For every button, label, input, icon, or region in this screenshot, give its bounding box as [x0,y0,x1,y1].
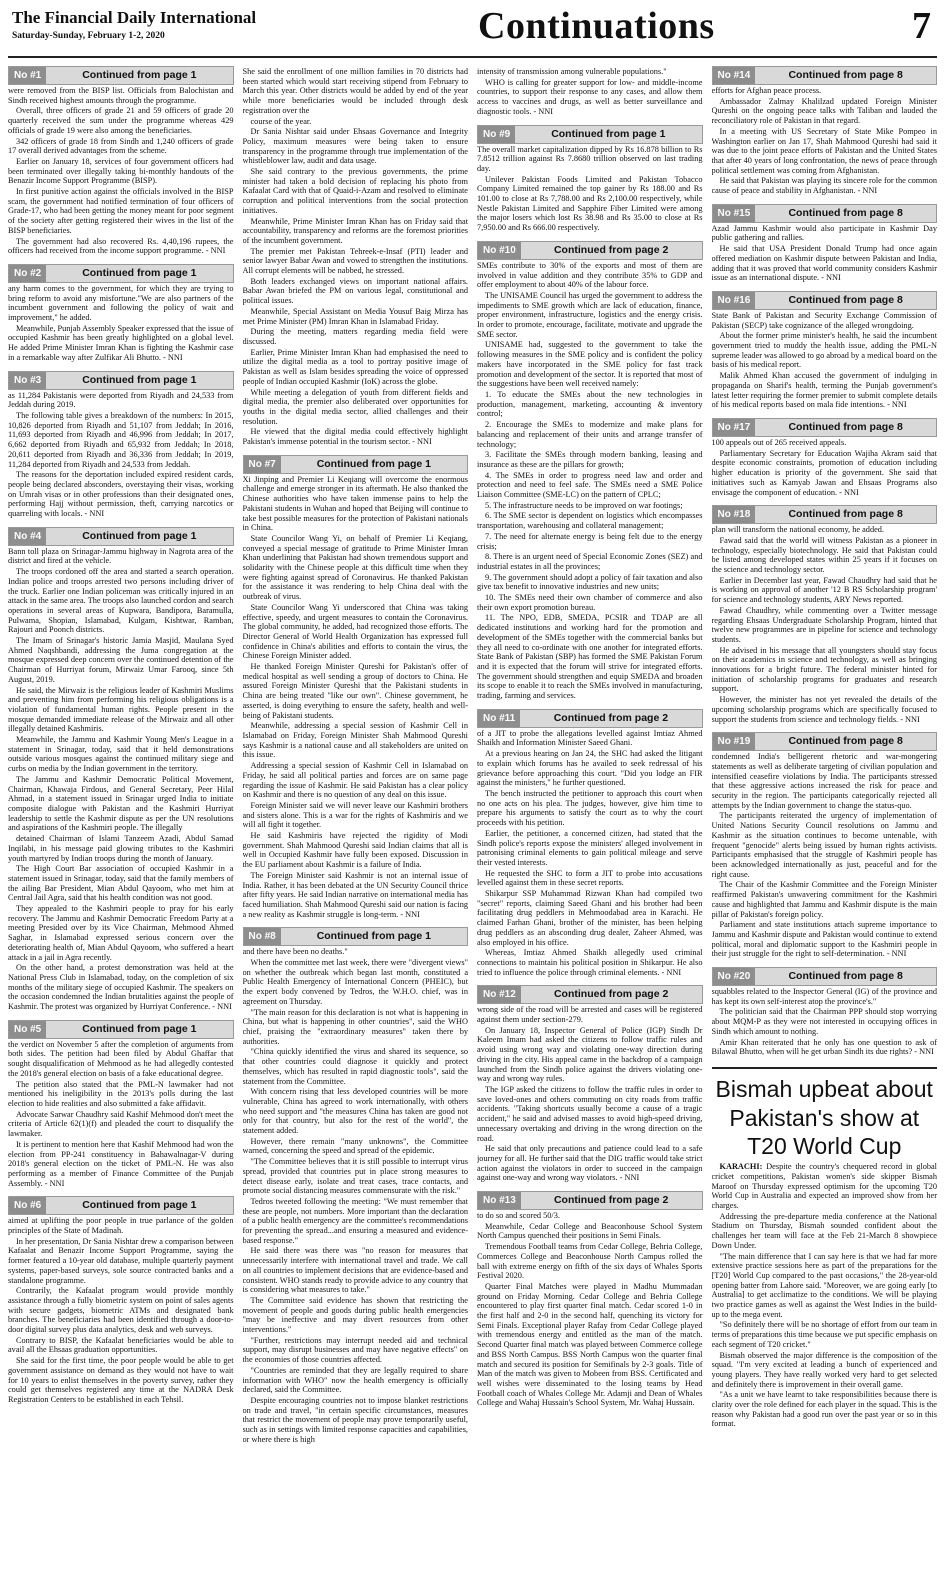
paragraph: Earlier on January 18, services of four government officers had been terminated over illegally taking bi-monthly handouts of the Benazir Income Support Programme (BISP). [8,156,234,186]
story-number: No #15 [713,205,756,222]
story-number: No #8 [244,928,281,945]
column-2 [243,66,469,1581]
paragraph: While meeting a delegation of youth from different fields and digital media, the premier also deliberated over opportunities for youths in the digital media sector, allied challenges and their resolution. [242,387,468,426]
paragraph: The overall market capitalization dipped by Rs 16.878 billion to Rs 7.8512 trillion against Rs 7.8680 trillion observed on last trading day. [477,144,703,173]
paragraph: Earlier in December last year, Fawad Chaudhry had said that he is working on approval of another '12 B RS Scholarship program' for science and technology students, ARY News reported. [711,575,937,605]
paragraph: "Countries are reminded that they are legally required to share information with WHO" now the health emergency is officially declared, said the Committee. [242,1365,468,1395]
paragraph: Contrary to BISP, the Kafaalat beneficiaries would be able to avail all the Ehsaas graduation opportunities. [8,1335,234,1355]
continued-label: Continued from page 1 [316,930,432,943]
story-body [712,438,938,497]
story [477,709,703,978]
paragraph: Fawad said that the world will witness Pakistan as a pioneer in technology, especially biotechnology. He said that Pakistan could be listed among developed states within 25 years if it focuses on the science and technology sector. [711,535,937,575]
paragraph: plan will transform the national economy, he added. [711,525,884,535]
paper-name: The Financial Daily International [12,8,257,27]
paragraph: Meanwhile, Prime Minister Imran Khan has on Friday said that accountability, transparency and reforms are the foremost priorities of the incumbent government. [242,216,468,245]
story [712,505,938,724]
paragraph: She said contrary to the previous governments, the prime minister had taken a bold decision of replacing his photo from Kafaalat Card with that of Quaid-i-Azam and resolved to eliminate corruption and political interventions from the social protection initiatives. [242,167,468,215]
continued-label: Continued from page 1 [551,127,666,140]
continued-label: Continued from page 8 [788,508,903,521]
story [712,291,938,410]
story [477,241,703,701]
paragraph: State Councilor Wang Yi underscored that China was taking effective, speedy, and urgent measures to contain the Coronavirus. The global community, he added, had recognized those efforts. The Director General of World Health Organization has expressed full confidence in China's abilities and efforts to contain the virus, the Chinese Foreign Minister added. [242,602,468,661]
paragraph: He said that USA President Donald Trump had once again offered mediation on Kashmir dispute between Pakistan and India, adding that it was proved that world community considers Kashmir issue as an international dispute. - NNI [711,244,937,283]
continued-label: Continued from page 1 [82,69,197,81]
story [477,1191,703,1408]
paragraph: Unilever Pakistan Foods Limited and Pakistan Tobacco Company Limited remained the top gainer by Rs 188.00 and Rs 101.00 to close at Rs 7,788.00 and Rs 2,100.00 respectively, while Nestle Pakistan Limited and Sapphire Fiber Limited were among the major losers which lost Rs 38.98 and Rs 35.00 to close at Rs 7,950.00 and Rs 666.00 respectively. [477,174,703,233]
paragraph: "Further, restrictions may interrupt needed aid and technical support, may disrupt businesses and may have negative effects" on the economies of those countries affected. [242,1335,468,1365]
paragraph: and there have been no deaths." [242,947,348,957]
continued-label: Continued from page 8 [788,206,903,219]
paragraph: condemned India's belligerent rhetoric and war-mongering statements as well as deliberate targeting of civilian population and intensified ceasefire violations by India. The participants stressed that these aggressive actions increased the risk for peace and security in the region. The participants categorically rejected all attempts by the Indian government to change the status-quo. [711,752,937,810]
paragraph: of a JIT to probe the allegations levelled against Imtiaz Ahmed Shaikh and Information Minister Saeed Ghani. [477,728,703,748]
paragraph: She said for the first time, the poor people would be able to get government assistance on demand as they would not have to wait for 10 years to enlist themselves in the poverty survey, rather they could get themselves registered any time at the NADRA Desk Registration Centers to be established in each Tehsil. [8,1356,234,1404]
story-body [477,145,703,233]
paragraph: She said the enrollment of one million families in 70 districts had been started which would start receiving stipend from February to March this year. Other districts would be added by end of the year while more beneficiaries would be included through desk registration over the [242,67,468,115]
paragraph: Malik Ahmed Khan accused the government of indulging in propaganda on Sharif's health, terming the Punjab government's latest letter requiring the former premier to submit complete details of his medical reports based on mala fide intentions. - NNI [711,371,937,410]
paragraph: He requested the SHC to form a JIT to probe into accusations levelled against them in these secret reports. [477,868,703,888]
paragraph: The UNISAME Council has urged the government to address the impediments to SME growth which are lack of education, finance, proper environment, infrastructure, logistics and the energy crisis. In order to promote, encourage, facilitate, motivate and upgrade the SME sector. [477,290,703,339]
paragraph: Bismah observed the major difference is the composition of the squad. "I'm very excited at leading a bunch of experienced and young players. They have really worked very hard to get selected and definitely there is improvement in their overall game. [711,1350,937,1389]
story-header [712,291,938,310]
paragraph: Tremendous Football teams from Cedar College, Behria College, Commerces College and Beaconhouse North Campus rolled the ball with extreme energy on fifth of the six days of Whales Sports Festival 2020. [477,1242,703,1281]
story-body [712,987,938,1057]
story-body [477,729,703,978]
story-number: No #9 [478,126,515,143]
paragraph: 10. The SMEs need their own chamber of commerce and also their own export promotion bureau. [477,593,703,612]
paragraph: He said Kashmiris have rejected the rigidity of Modi government. Shah Mahmood Qureshi said Indian claims that all is well in Occupied Kashmir have fully been exposed. Discussion in the EU parliament about Kashmir is a failure of India. [242,831,468,870]
continued-label: Continued from page 2 [553,711,669,724]
paragraph: The reasons for the deportation included expired resident cards, people being declared absconders, overstaying their visas, working on Umrah visas or in other professions than their designated ones, performing Hajj without permission, theft, carrying narcotics or quarreling with locals. - NNI [8,470,234,519]
paragraph: Azad Jammu Kashmir would also participate in Kashmir Day public gathering and rallies. [711,223,937,243]
paragraph: were removed from the BISP list. Officials from Balochistan and Sindh received highest amounts through the programme. [8,86,234,105]
story-number: No #18 [713,506,756,523]
paragraph: He said, the Mirwaiz is the religious leader of Kashmiri Muslims and preventing him from performing his religious obligations is a violation of fundamental human rights. People present in the mosque demanded immediate release of the Mirwaiz and all other illegally detained Kashmiris. [8,685,234,734]
story [477,125,703,233]
story-header [243,455,469,474]
story [712,732,938,959]
columns [8,66,937,1581]
paragraph: Meanwhile, Cedar College and Beaconhouse School System North Campus quenched their positions in Semi Finals. [477,1221,703,1241]
paragraph: squabbles related to the Inspector General (IG) of the province and has kept its own self-interest atop the province's." [711,987,937,1006]
paragraph: 4. The SMEs in order to progress need law and order and protection and need to feel safe. The SMEs need a SME Police Liaison Committee (SME-LC) on the pattern of CPLC; [477,470,703,500]
story-number: No #20 [713,968,756,985]
paragraph: 3. Facilitate the SMEs through modern banking, leasing and insurance as these are the pillars for growth; [477,450,703,469]
story-header [712,967,938,986]
paragraph: Parliamentary Secretary for Education Wajiha Akram said that despite economic constraints, promotion of education including higher education is priority of the government. She said that initiatives such as Kamyab Jawan and Ehsaas Programs also envisage the component of education. - NNI [711,448,937,497]
paragraph: Meanwhile, Punjab Assembly Speaker expressed that the issue of occupied Kashmir has been greatly highlighted on a global level. He added Prime Minister Imran Khan is fighting the Kashmir case in a remarkable way after Zulfikar Ali Bhutto. - NNI [8,323,234,362]
paragraph: Addressing the pre-departure media conference at the National Stadium on Thursday, Bismah sounded confident about the challenges her team will face at the Feb 21-March 8 showpiece Down Under. [711,1211,937,1250]
paragraph: Both leaders exchanged views on important national affairs. Babar Awan briefed the PM on various legal, constitutional and political issues. [242,276,468,306]
paragraph: "China quickly identified the virus and shared its sequence, so that other countries could diagnose it quickly and protect themselves, which has resulted in rapid diagnostic tools", said the statement from the Committee. [242,1047,468,1086]
story-number: No #4 [9,528,46,545]
paragraph: "The main difference that I can say here is that we had far more extensive practice sessions here as part of the preparations for the [T20] World Cup compared to the past occasions," the 28-year-old opening batter from Lahore said. "Moreover, we are going early [to Australia] to get acclimatize to the conditions. We will be playing two practice games as well as against the West Indies in the build-up to the mega event. [711,1251,937,1319]
continued-label: Continued from page 8 [788,970,903,983]
paragraph: intensity of transmission among vulnerable populations." [477,67,667,76]
paragraph: He said that Pakistan was playing its sincere role for the common cause of peace and stability in Afghanistan. - NNI [711,176,937,196]
continued-label: Continued from page 8 [788,69,903,81]
paragraph: State Councilor Wang Yi, on behalf of Premier Li Keqiang, conveyed a special message of gratitude to Prime Minister Imran Khan underlining that Pakistan had shown tremendous support and solidarity with the Chinese people at this difficult time when they were fighting against spread of Coronavirus. He thanked Pakistan for the assistance it was rendering to help China deal with the outbreak of virus. [242,533,468,602]
paragraph: Parliament and state institutions attach supreme importance to Jammu and Kashmir dispute and Pakistan would continue to extend political, moral and diplomatic support to the Kashmiri people in their just struggle for the right to self-determination. - NNI [711,920,937,959]
paragraph: Fawad Chaudhry, while commenting over a Twitter message regarding Ehsaas Undergraduate Scholarship Program, hinted that twelve new programmes are in pipeline for science and technology students. [711,605,937,644]
paragraph: 5. The infrastructure needs to be improved on war footings; [485,500,683,510]
paragraph: Ambassador Zalmay Khalilzad updated Foreign Minister Qureshi on the ongoing peace talks with Taliban and lauded the reconciliatory role of Pakistan in that regard. [711,96,937,126]
story-number: No #7 [244,456,281,473]
paragraph: The High Court Bar association of occupied Kashmir in a statement issued in Srinagar, today, said that the family members of the ailing Bar President, Mian Abdul Qayoom, who met him at Central Jail Agra, said that his health condition was not good. [8,864,234,903]
dateline: KARACHI: [719,1162,763,1172]
paragraph: detained Chairman of Islami Tanzeem Azadi, Abdul Samad Inqilabi, in his message paid glowing tributes to the Kashmiri youth martyred by Indian troops during the month of January. [8,834,234,863]
paragraph: aimed at uplifting the poor people in true parlance of the golden principles of the State of Madinah. [8,1216,234,1236]
story-header [8,264,234,283]
paragraph: They appealed to the Kashmiri people to pray for his early recovery. The Jammu and Kashmir Democratic Freedom Party at a meeting Presided over by its Vice Chairman, Mehmood Ahmed Saghar, in Islamabad expressed serious concern over the deteriorating health of, Mian Abdul Qayoom, who suffered a heart attack in a jail in Agra recently. [8,904,234,962]
paragraph: SMEs contribute to 30% of the exports and most of them are involved in value addition and they contribute 35% to GDP and offer employment to about 40% of the labour force. [477,260,703,290]
story [8,66,234,256]
paragraph: In first punitive action against the officials involved in the BISP scam, the government had notified termination of four officers of Grade-17, who had been getting the money meant for poor segment of the society after getting registered their wives in the list of the BISP beneficiaries. [8,187,234,235]
paragraph: to do so and scored 50/3. [477,1211,560,1221]
paragraph: efforts for Afghan peace process. [711,86,822,95]
story-header [712,505,938,524]
story-header [8,1196,234,1215]
paragraph: He thanked Foreign Minister Qureshi for Pakistan's offer of medical hospital as well sending a group of doctors to China. He assured Foreign Minister Qureshi that the Pakistani students in China are being treated "like our own". Chinese government, he asserted, is doing everything to ensure the safety, health and well-being of Pakistani students. [242,662,468,720]
story-body [477,261,703,701]
paragraph: The troops cordoned off the area and started a search operation. Indian police and troops arrested two persons including driver of the truck. Earlier one Indian policeman was critically injured in an attack in the same area. The troops also launched cordon and search operations in several areas of Kupwara, Bandipora, Baramulla, Pulwama, Shopian, Islamabad, Kulgam, Kishtwar, Ramban, Rajouri and Poonch districts. [8,567,234,635]
story-number: No #6 [9,1197,46,1214]
story-header [243,927,469,946]
story-body [712,224,938,283]
paragraph: Shikarpur SSP Muhammad Rizwan Khan had compiled two "secret" reports, claiming Saeed Ghani and his brother had been facilitating drug peddlers in Mehmoodabad area in Karachi. He claimed Farhan Ghani, brother of the minister, has been helping drug peddlers as an absconding drug dealer, Zaheer Ahmed, was also employed in his office. [477,889,703,947]
story-body [8,547,234,1012]
story-body [477,67,703,117]
masthead [8,6,937,58]
paragraph: WHO is calling for greater support for low- and middle-income countries, to support their response to any cases, and allow them access to vaccines and drugs, as well as better surveillance and diagnostic tools. - NNI [477,77,703,116]
paragraph: He said that only precautions and patience could lead to a safe journey for all. He further said that the DIG traffic would take strict action against the violators in order to succeed in the campaign against one-way and wrong way violators. - NNI [477,1144,703,1183]
paragraph: Bann toll plaza on Srinagar-Jammu highway in Nagrota area of the district and fired at the vehicle. [8,546,234,566]
paragraph: "So definitely there will be no shortage of effort from our team in terms of preparations this time because we put specific emphasis on each segment of T20 cricket." [711,1320,937,1349]
paragraph: The Chair of the Kashmir Committee and the Foreign Minister reaffirmed Pakistan's unwavering commitment for the Kashmiri cause and highlighted that Jammu and Kashmir dispute is the main pillar of Pakistan's foreign policy. [711,880,937,919]
story [712,204,938,283]
page-number: 7 [912,5,931,47]
column-4 [712,66,938,1581]
story [243,455,469,920]
paragraph: At a previous hearing on Jan 24, the SHC had asked the litigant to explain which forums has he availed to seek redressal of his grievance before approaching this court. "Did you lodge an FIR against the ministers," he further questioned. [477,749,703,788]
paragraph: However, the minister has not yet revealed the details of the upcoming scholarship programs which are specifically focused to support the students from science and technology fields. - NNI [711,695,937,724]
paragraph: About the former prime minister's health, he said the incumbent government tried to muddy the health issue, adding the PML-N supreme leader was allowed to go abroad by a medical board on the basis of his medical report. [711,331,937,370]
story-number: No #1 [9,67,46,84]
paragraph: Addressing a special session of Kashmir Cell in Islamabad on Friday, he said all political parties and forces are on same page regarding the issue of Kashmir. He said Pakistan has a clear policy on Kashmir and there is no question of any deal on this issue. [242,761,468,800]
paragraph: Dr Sania Nishtar said under Ehsaas Governance and Integrity Policy, maximum measures were being taken to ensure transparency in the programme through true implementation of the whistleblower law, audit and data usage. [242,127,468,166]
paragraph: 7. The need for alternate energy is being felt due to the energy crisis; [477,531,703,551]
paragraph: "The main reason for this declaration is not what is happening in China, but what is happening in other countries", said the WHO chief, praising the "extraordinary measures" taken there by authorities. [242,1007,468,1046]
story [243,67,469,447]
story-body [243,947,469,1444]
story-number: No #11 [478,710,520,727]
paragraph: Contrarily, the Kafaalat program would provide monthly assistance through a fully biometric system on point of sales agents with secure gadgets, biometric ATMs and designated bank branches. The beneficiaries had been identified through a door-to-door digital survey plus data analytics, desk and web surveys. [8,1286,234,1335]
paragraph: Overall, three officers of grade 21 and 59 officers of grade 20 quarterly received the sum under the programme whereas 429 officials of grade 19 were also among the beneficiaries. [8,106,234,135]
paragraph: Earlier, Prime Minister Imran Khan had emphasised the need to utilize the digital media as a tool to portray positive image of Pakistan as well as Islam besides spreading the voice of oppressed people of Indian occupied Kashmir (IoK) across the globe. [242,347,468,386]
story-number: No #3 [9,372,46,389]
paragraph: Xi Jinping and Premier Li Keqiang will overcome the enormous challenge and emerge stronger in its aftermath. He also thanked the Chinese authorities who have taken immense pains to help the Pakistani students in Wuhan and hoped that Beijing will continue to take best possible measures for the protection of Pakistani nationals in China. [242,474,468,533]
paragraph: On the other hand, a protest demonstration was held at the National Press Club in Islamabad, today, on the completion of six months of the military siege of occupied Kashmir. The speakers on the occasion condemned the Indian brutalities against the people of Kashmir. The protest was organized by Hurriyat Conference. - NNI [8,963,234,1012]
continued-label: Continued from page 1 [82,1022,197,1035]
story-header [8,371,234,390]
story-number: No #5 [9,1021,46,1038]
paragraph: KARACHI: Despite the country's chequered record in global cricket competitions, Pakistan women's side skipper Bismah Maroof on Thursday expressed optimism for the upcoming T20 World Cup in Australia and expected an improved show from her charges. [711,1162,937,1211]
paragraph: course of the year. [250,116,312,126]
paragraph: any harm comes to the government, for which they are trying to bring reform to avoid any misfortune."We are also partners of the incumbent government and following the policy of wait and improvement," he added. [8,283,234,323]
story-header [477,985,703,1004]
paragraph: The participants reiterated the urgency of implementation of United Nations Security Council resolutions on Jammu and Kashmir as the situation continues to become untenable, with frequent "genocide" alerts being issued by human rights activists. Participants emphasised that the struggle of Kashmiri people has been acknowledged internationally as just, peaceful and for the right cause. [711,811,937,879]
story-body [243,475,469,920]
story-number: No #12 [478,986,521,1003]
paragraph: During the meeting, matters regarding media field were discussed. [242,327,468,346]
paragraph: He advised in his message that all youngsters should stay focus on their academics in science and technology, as well as bringing innovations for a bright future. The federal minister hinted for initiation of scholarship programs for graduates and research support. [711,645,937,694]
paragraph: The petition also stated that the PML-N lawmaker had not mentioned his ineligibility in the 2013's polls during the last election to hide realities and also submitted a fake affidavit. [8,1079,234,1108]
story-body [8,284,234,363]
story-number: No #13 [478,1192,521,1209]
story-body [8,391,234,519]
continued-label: Continued from page 8 [788,293,903,306]
paragraph: He viewed that the digital media could effectively highlight Pakistan's immense potential in the tourism sector. - NNI [242,427,468,447]
continued-label: Continued from page 2 [553,988,669,1001]
paragraph: Tedros tweeted following the meeting: "We must remember that these are people, not numbers. More important than the declaration of a public health emergency are the committee's recommendations for preventing the spread...and ensuring a measured and evidence-based response." [242,1196,468,1245]
paragraph: Earlier, the petitioner, a concerned citizen, had stated that the Sindh police's reports expose the ministers' alleged involvement in patronising criminal elements to gain political mileage and serve their vested interests. [477,828,703,867]
story [8,1020,234,1189]
column-3 [477,66,703,1581]
story-body [8,1216,234,1404]
story-header [8,66,234,85]
paragraph: In her presentation, Dr Sania Nishtar drew a comparison between Kafaalat and Benazir Income Support Programme, saying the former featured a 10-year old database, multiple quarterly payment systems, paper-based surveys, sole source contracted banks and a standalone programme. [8,1236,234,1285]
paragraph: Whereas, Imtiaz Ahmed Shaikh allegedly used criminal connections to maintain his political position in Shikarpur. He also tried to influence the police through criminal elements. - NNI [477,948,703,977]
story-body [477,1005,703,1183]
paragraph: 11. The NPO, EDB, SMEDA, PCSIR and TDAP are all dedicated institutions and working hard for the promotion and development of the SMEs together with the commercial banks but they all need to co-ordinate with one another for integrated efforts. State Bank of Pakistan (SBP) has formed the SME Pakistan Forum and it is expected that the forum will strive for integrated efforts. The government should strengthen and equip SMEDA and broaden its scope to enable it to reach the SMEs involved in manufacturing, trading, farming and services. [477,613,703,701]
paragraph: Despite encouraging countries not to impose blanket restrictions on trade and travel, "in certain specific circumstances, measures that restrict the movement of people may prove temporarily useful, such as in settings with limited response capacities and capabilities, or where there is high [242,1396,468,1444]
story [8,1196,234,1404]
story-header [477,709,703,728]
paragraph: as 11,284 Pakistanis were deported from Riyadh and 24,533 from Jeddah during 2019. [8,390,234,410]
feature-body [712,1162,938,1429]
paragraph: The bench instructed the petitioner to approach this court when no one acts on his plea. The judges, however, give him time to prepare his arguments to satisfy the court as to why the court proceeds with his petition. [477,789,703,828]
paragraph: State Bank of Pakistan and Security Exchange Commission of Pakistan (SECP) take cognizance of the alleged wrongdoing. [711,310,937,330]
story-body [712,752,938,959]
paragraph: 342 officers of grade 18 from Sindh and 1,240 officers of grade 17 overall derived advantages from the scheme. [8,136,234,156]
continued-label: Continued from page 1 [82,1199,197,1212]
story-number: No #2 [9,265,46,282]
feature-headline: Bismah upbeat about Pakistan's show at T20 World Cup [712,1067,938,1161]
story-number: No #19 [713,733,756,750]
paragraph: "The Committee believes that it is still possible to interrupt virus spread, provided that countries put in place strong measures to detect disease early, isolate and treat cases, trace contacts, and promote social distancing measures commensurate with the risk." [242,1157,468,1196]
story-header [477,1191,703,1210]
column-1 [8,66,234,1581]
paragraph: However, there remain "many unknowns", the Committee warned, concerning the speed and spread of the epidemic. [242,1136,468,1156]
paragraph: The politician said that the Chairman PPP should stop worrying about MQM-P as they were not interested in occupying offices in Sindh which amount to nothing. [711,1007,937,1036]
paragraph: With concern rising that less developed countries will be more vulnerable, China has agreed to work internationally, with others who need support and "the measures China has taken are good not only for that country, but also for the rest of the world", the statement added. [242,1087,468,1136]
paragraph: 9. The government should adopt a policy of fair taxation and also give tax benefit to innovative industries and new units; [477,572,703,592]
story [477,67,703,117]
story-body [8,1040,234,1189]
paragraph: The Imam of Srinagar's historic Jamia Masjid, Maulana Syed Ahmed Naqshbandi, addressing the Juma congregation at the mosque expressed deep concern over the continued detention of the Chairman of Hurriyat forum, Mirwaiz Umar Farooq, since 5th August, 2019. [8,636,234,684]
paragraph: He said there was there was "no reason for measures that unnecessarily interfere with international travel and trade. We call on all countries to implement decisions that are evidence-based and consistent. WHO stands ready to provide advice to any country that is considering what measures to take." [242,1246,468,1295]
paragraph: The Jammu and Kashmir Democratic Political Movement, Chairman, Khawaja Firdous, and General Secretary, Peer Hilal Ahmad, in a statement issued in Srinagar urged India to initiate composite dialogue with Pakistan and the Kashmiri Hurriyat leadership to settle the Kashmir dispute as per the UN resolutions and aspirations of the Kashmiri people. The illegally [8,774,234,833]
paragraph: 1. To educate the SMEs about the new technologies in production, management, marketing, accounting & inventory control; [477,389,703,419]
paragraph: 8. There is an urgent need of Special Economic Zones (SEZ) and industrial estates in all the provinces; [477,552,703,571]
story-number: No #10 [478,242,521,259]
paragraph: "As a unit we have learnt to take responsibilities because there is clarity over the role defined for each player in the squad. This is the reason why Pakistan had a good run over the past year or so in this format. [711,1390,937,1429]
paragraph: Advocate Sarwar Chaudhry said Kashif Mehmood don't meet the criteria of Article 62(1)(f) and pleaded the court to disqualify the lawmaker. [8,1109,234,1139]
paragraph: Meanwhile, Special Assistant on Media Yousuf Baig Mirza has met Prime Minister (PM) Imran Khan in Islamabad Friday. [242,306,468,326]
story-body [477,1211,703,1408]
section-title: Continuations [478,5,715,47]
continued-label: Continued from page 1 [82,529,197,542]
paragraph: The Foreign Minister said Kashmir is not an internal issue of India. Rather, it has been debated at the UN Security Council thrice after fifty years. He said Indian narrative on international media has faced humiliation. Shah Mahmood Qureshi said our nation is facing a new reality as Kashmir struggle is long-term. - NNI [242,870,468,919]
paragraph: 6. The SME sector is dependent on logistics which encompasses transportation, warehousing and collateral management; [477,511,703,531]
continued-label: Continued from page 1 [82,373,197,386]
continued-label: Continued from page 1 [82,266,197,279]
story [243,927,469,1444]
story-header [477,125,703,144]
paragraph: Foreign Minister said we will never leave our Kashmiri brothers and sisters alone. This is a war for the rights of Kashmiris and we will all fight it together. [242,800,468,830]
story [712,66,938,196]
continued-label: Continued from page 8 [788,735,903,748]
paragraph: The government had also recovered Rs. 4,40,196 rupees, the officers had received from the income support programme. - NNI [8,236,234,256]
paragraph: 100 appeals out of 265 received appeals. [711,437,847,447]
paragraph: The premier met Pakistan Tehreek-e-Insaf (PTI) leader and senior lawyer Babar Awan and vowed to strengthen the institutions. All corrupt elements will be nabbed, he stressed. [242,246,468,276]
paragraph: The following table gives a breakdown of the numbers: In 2015, 10,826 deported from Riyadh and 51,107 from Jeddah; In 2016, 11,693 deported from Riyadh and 46,996 from Jeddah; In 2017, 6,662 deported from Riyadh and 65,932 from Jeddah; In 2018, 20,611 deported from Riyadh and 36,336 from Jeddah; In 2019, 11,284 deported from Riyadh and 24,533 from Jeddah. [8,410,234,469]
paragraph: When the committee met last week, there were "divergent views" on whether the outbreak which began last month, constituted a Public Health Emergency of International Concern (PHEIC), but the expert body convened by Tedros, the W.H.O. chief, was in agreement on Thursday. [242,958,468,1006]
story-header [8,527,234,546]
story [8,371,234,519]
continued-label: Continued from page 2 [553,1194,669,1207]
continued-label: Continued from page 1 [316,457,432,470]
story-number: No #16 [713,292,756,309]
paragraph: In a meeting with US Secretary of State Mike Pompeo in Washington earlier on Jan 17, Shah Mahmood Qureshi had said it was due to the joint peace efforts of Pakistan and the United States that after 40 years of long confrontation, the news of peace through political settlement was coming from Afghanistan. [711,126,937,175]
paragraph: The IGP asked the citizens to follow the traffic rules in order to save loved-ones and others commuting on city roads from traffic accidents. "Taking shortcuts usually become a cause of a tragic accident," he said and advised masses to avoid high-speed driving, unnecessary overtaking and driving in the wrong direction on the road. [477,1084,703,1143]
story-body [712,311,938,410]
continued-label: Continued from page 2 [553,243,669,256]
story-body [712,525,938,724]
story-body [243,67,469,447]
story [8,264,234,363]
story-header [712,66,938,85]
story [712,967,938,1057]
story-header [712,418,938,437]
story-header [712,204,938,223]
continued-label: Continued from page 8 [788,420,903,433]
story-body [8,86,234,256]
paragraph: On January 18, Inspector General of Police (IGP) Sindh Dr Kaleem Imam had asked the citizens to follow traffic rules and avoid using wrong way and violating one-way direction during driving in the city. His appeal came in the backdrop of a campaign launched from the Sindh police against the drivers violating one-way and wrong way rules. [477,1025,703,1084]
paragraph: UNISAME had, suggested to the government to take the following measures in the SME policy and is confident the policy makers have incorporated in the SME policy for fast track promotion and development of the sector. It is reported that most of the suggestions have been well received namely: [477,340,703,389]
paragraph: the verdict on November 5 after the completion of arguments from both sides. The petition had been filed by Abdul Ghaffar that sought disqualification of Mehmood as he had allegedly contested the 2018's general election on basis of a fake educational degree. [8,1039,234,1078]
paragraph: Quarter Final Matches were played in Madhu Mummadan ground on Friday Morning. Cedar College and Behria College encountered to play first quarter final match. Cedar scored 1-0 in the first half and 2-0 in the second half, quenching its victory for Semi Finals. Exceptional player Rafay from Cedar College played with tremendous energy and entitled as the man of the match. Second Quarter final match was played between Commerce college and BSS North Campus. BSS North Campus won the quarter final match and secured its position for Semifinals by 2-3 goals. Title of Man of the match was given to Mobeen from BSS. Certificated and well wishes were disseminated to the losing teams by Head Football coach of Whales College Mr. Adamji and Dean of Whales College and Wahaj Hussain's School System, Mr. Wahaj Hussain. [477,1281,703,1408]
story-header [712,732,938,751]
story-header [477,241,703,260]
paragraph: It is pertinent to mention here that Kashif Mehmood had won the election from PP-241 constituency in Bahawalnagar-V during 2018's general election on the ticket of PML-N. He was also performing as a member of Finance Committee of the Punjab Assembly. - NNI [8,1139,234,1188]
story [712,418,938,497]
story [477,985,703,1183]
paragraph: Meanwhile, the Jammu and Kashmir Young Men's League in a statement in Srinagar, today, said that it held demonstrations outside various mosques against the continued military siege and curbs on media by the Indian government in the territory. [8,735,234,774]
story-number: No #17 [713,419,756,436]
paragraph: The Committee said evidence has shown that restricting the movement of people and goods during public health emergencies "may be ineffective and may divert resources from other interventions." [242,1295,468,1335]
story-header [8,1020,234,1039]
paragraph: Meanwhile, addressing a special session of Kashmir Cell in Islamabad on Friday, Foreign Minister Shah Mahmood Qureshi says Kashmir is a national cause and all stakeholders are united on this issue. [242,721,468,760]
story-number: No #14 [713,67,756,84]
story [8,527,234,1012]
paragraph: Amir Khan reiterated that he only has one question to ask of Bilawal Bhutto, when will he get urban Sindh its due rights? - NNI [711,1037,937,1057]
paragraph: wrong side of the road will be arrested and cases will be registered against them under section-279. [477,1005,703,1025]
story-body [712,86,938,196]
issue-date: Saturday-Sunday, February 1-2, 2020 [12,31,165,41]
paragraph: 2. Encourage the SMEs to modernize and make plans for balancing and replacement of their units and arrange transfer of technology; [477,420,703,449]
